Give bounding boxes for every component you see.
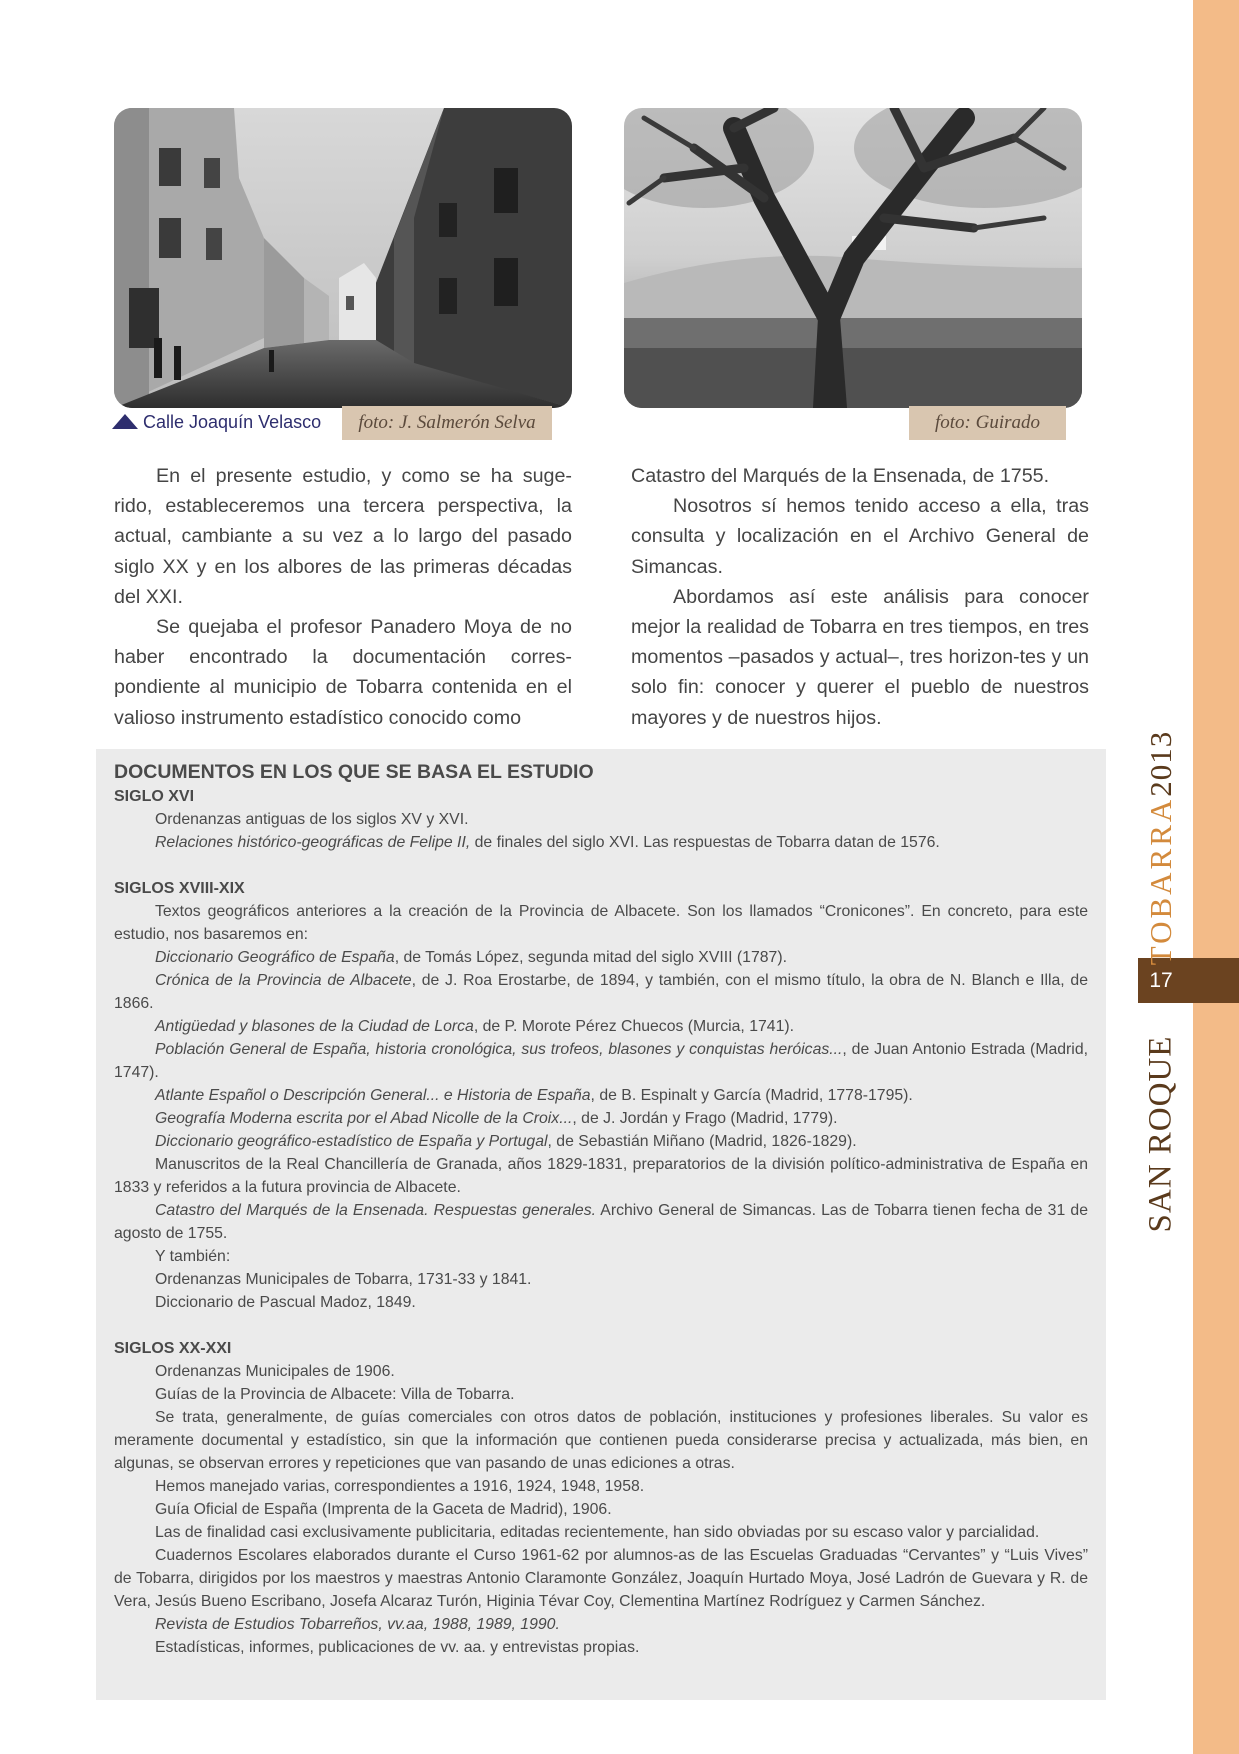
magazine-title-text: SAN ROQUE <box>1142 1035 1179 1233</box>
document-item: Guía Oficial de España (Imprenta de la Gaceta de Madrid), 1906. <box>155 1501 612 1518</box>
document-detail: , de B. Espinalt y García (Madrid, 1778-1795). <box>590 1087 913 1104</box>
document-item: Se trata, generalmente, de guías comerciales con otros datos de población, instituciones y profesiones liberales. Su valor es meramente documental y estadístico, sin que la información que contienen pueda considerarse precisa y actualizada, más bien, en algunas, se observan errores y repeticiones que van pasando de unas ediciones a otras. <box>114 1409 1088 1472</box>
document-item: Guías de la Provincia de Albacete: Villa de Tobarra. <box>155 1386 515 1403</box>
photo-caption <box>112 412 321 433</box>
document-title: Antigüedad y blasones de la Ciudad de Lorca <box>155 1018 474 1035</box>
section-heading: SIGLOS XVIII-XIX <box>114 880 245 897</box>
document-detail: de finales del siglo XVI. Las respuestas de Tobarra datan de 1576. <box>470 834 940 851</box>
photo-credit-right: foto: Guirado <box>909 406 1066 440</box>
photo-credit-left: foto: J. Salmerón Selva <box>342 406 552 440</box>
article-paragraph: Nosotros sí hemos tenido acceso a ella, tras consulta y localización en el Archivo General de Simancas. <box>631 495 1089 578</box>
document-item: Cuadernos Escolares elaborados durante el Curso 1961-62 por alumnos-as de las Escuelas Graduadas “Cervantes” y “Luis Vives” de Tobarra, dirigidos por los maestros y maestras Antonio Claramonte González, Joaquín Hurtado Moya, José Ladrón de Guevara y R. de Vera, Jesús Bueno Escribano, Josefa Alcaraz Turón, Higinia Tévar Coy, Clementina Martínez Rodríguez y Carmen Sánchez. <box>114 1547 1088 1610</box>
photo-caption-text: Calle Joaquín Velasco <box>143 412 322 432</box>
document-item <box>114 1107 1088 1130</box>
document-item: Las de finalidad casi exclusivamente publicitaria, editadas recientemente, han sido obviadas por su escaso valor y parcialidad. <box>155 1524 1040 1541</box>
document-title: Diccionario Geográfico de España <box>155 949 395 966</box>
document-detail: , de Tomás López, segunda mitad del siglo XVIII (1787). <box>394 949 787 966</box>
document-item <box>114 831 1088 854</box>
document-item <box>114 969 1088 1015</box>
town-name: TOBARRA <box>1143 796 1178 966</box>
document-item: Estadísticas, informes, publicaciones de vv. aa. y entrevistas propias. <box>155 1639 640 1656</box>
document-item: Manuscritos de la Real Chancillería de Granada, años 1829-1831, preparatorios de la división político-administrativa de España en 1833 y referidos a la futura provincia de Albacete. <box>114 1156 1088 1196</box>
article-column-right <box>631 461 1089 733</box>
document-item <box>114 946 1088 969</box>
document-item: Ordenanzas Municipales de 1906. <box>155 1363 395 1380</box>
article-paragraph: En el presente estudio, y como se ha suge-rido, estableceremos una tercera perspectiva, la actual, cambiante a su vez a lo largo del pasado siglo XX y en los albores de las primeras décadas del XXI. <box>114 465 572 608</box>
tree-photo <box>624 108 1082 408</box>
section-heading: SIGLOS XX-XXI <box>114 1340 232 1357</box>
document-title: Población General de España, historia cronológica, sus trofeos, blasones y conquistas heróicas... <box>155 1041 843 1058</box>
article-column-left <box>114 461 572 733</box>
document-item: Ordenanzas Municipales de Tobarra, 1731-33 y 1841. <box>155 1271 532 1288</box>
document-item <box>114 1130 1088 1153</box>
document-detail: , de Sebastián Miñano (Madrid, 1826-1829). <box>547 1133 857 1150</box>
document-item: Diccionario de Pascual Madoz, 1849. <box>155 1294 416 1311</box>
section-heading: SIGLO XVI <box>114 788 195 805</box>
sidebar-band <box>1193 0 1239 1754</box>
document-item <box>114 1038 1088 1084</box>
document-title: Catastro del Marqués de la Ensenada. Respuestas generales. <box>155 1202 596 1219</box>
document-item: Ordenanzas antiguas de los siglos XV y XVI. <box>155 811 469 828</box>
document-title: Crónica de la Provincia de Albacete <box>155 972 412 989</box>
street-photo <box>114 108 572 408</box>
magazine-subtitle-text <box>1143 731 1179 966</box>
documents-box <box>96 749 1106 1700</box>
document-item: Hemos manejado varias, correspondientes a 1916, 1924, 1948, 1958. <box>155 1478 645 1495</box>
document-item <box>114 1015 1088 1038</box>
document-detail: , de J. Roa Erostarbe, de 1894, y también, con el mismo título, la obra de N. Blanch e Illa, de 1866. <box>114 972 1088 1012</box>
document-item <box>114 1613 1088 1636</box>
document-item <box>114 1199 1088 1245</box>
document-title: Diccionario geográfico-estadístico de España y Portugal <box>155 1133 548 1150</box>
edition-year: 2013 <box>1143 730 1178 797</box>
document-title: Relaciones histórico-geográficas de Felipe II, <box>155 834 471 851</box>
document-detail: , de J. Jordán y Frago (Madrid, 1779). <box>572 1110 838 1127</box>
triangle-up-icon <box>112 414 138 429</box>
document-item: Textos geográficos anteriores a la creación de la Provincia de Albacete. Son los llamados “Cronicones”. En concreto, para este estudio, nos basaremos en: <box>114 903 1088 943</box>
article-paragraph: Catastro del Marqués de la Ensenada, de 1755. <box>631 465 1050 487</box>
document-detail: , de Juan Antonio Estrada (Madrid, 1747). <box>114 1041 1088 1081</box>
article-paragraph: Se quejaba el profesor Panadero Moya de no haber encontrado la documentación corres-pondiente al municipio de Tobarra contenida en el valioso instrumento estadístico conocido como <box>114 616 572 729</box>
document-title: Geografía Moderna escrita por el Abad Nicolle de la Croix... <box>155 1110 573 1127</box>
document-detail: , de P. Morote Pérez Chuecos (Murcia, 1741). <box>473 1018 794 1035</box>
article-paragraph: Abordamos así este análisis para conocer mejor la realidad de Tobarra en tres tiempos, en tres momentos –pasados y actual–, tres horizon-tes y un solo fin: conocer y querer el pueblo de nuestros mayores y de nuestros hijos. <box>631 585 1089 729</box>
document-item: Y también: <box>155 1248 231 1265</box>
page-number: 17 <box>1149 969 1173 992</box>
document-item <box>114 1084 1088 1107</box>
document-title: Revista de Estudios Tobarreños, vv.aa, 1988, 1989, 1990. <box>155 1616 560 1633</box>
document-detail: Archivo General de Simancas. Las de Tobarra tienen fecha de 31 de agosto de 1755. <box>114 1202 1088 1242</box>
documents-title: DOCUMENTOS EN LOS QUE SE BASA EL ESTUDIO <box>114 761 594 783</box>
document-title: Atlante Español o Descripción General... e Historia de España <box>155 1087 591 1104</box>
